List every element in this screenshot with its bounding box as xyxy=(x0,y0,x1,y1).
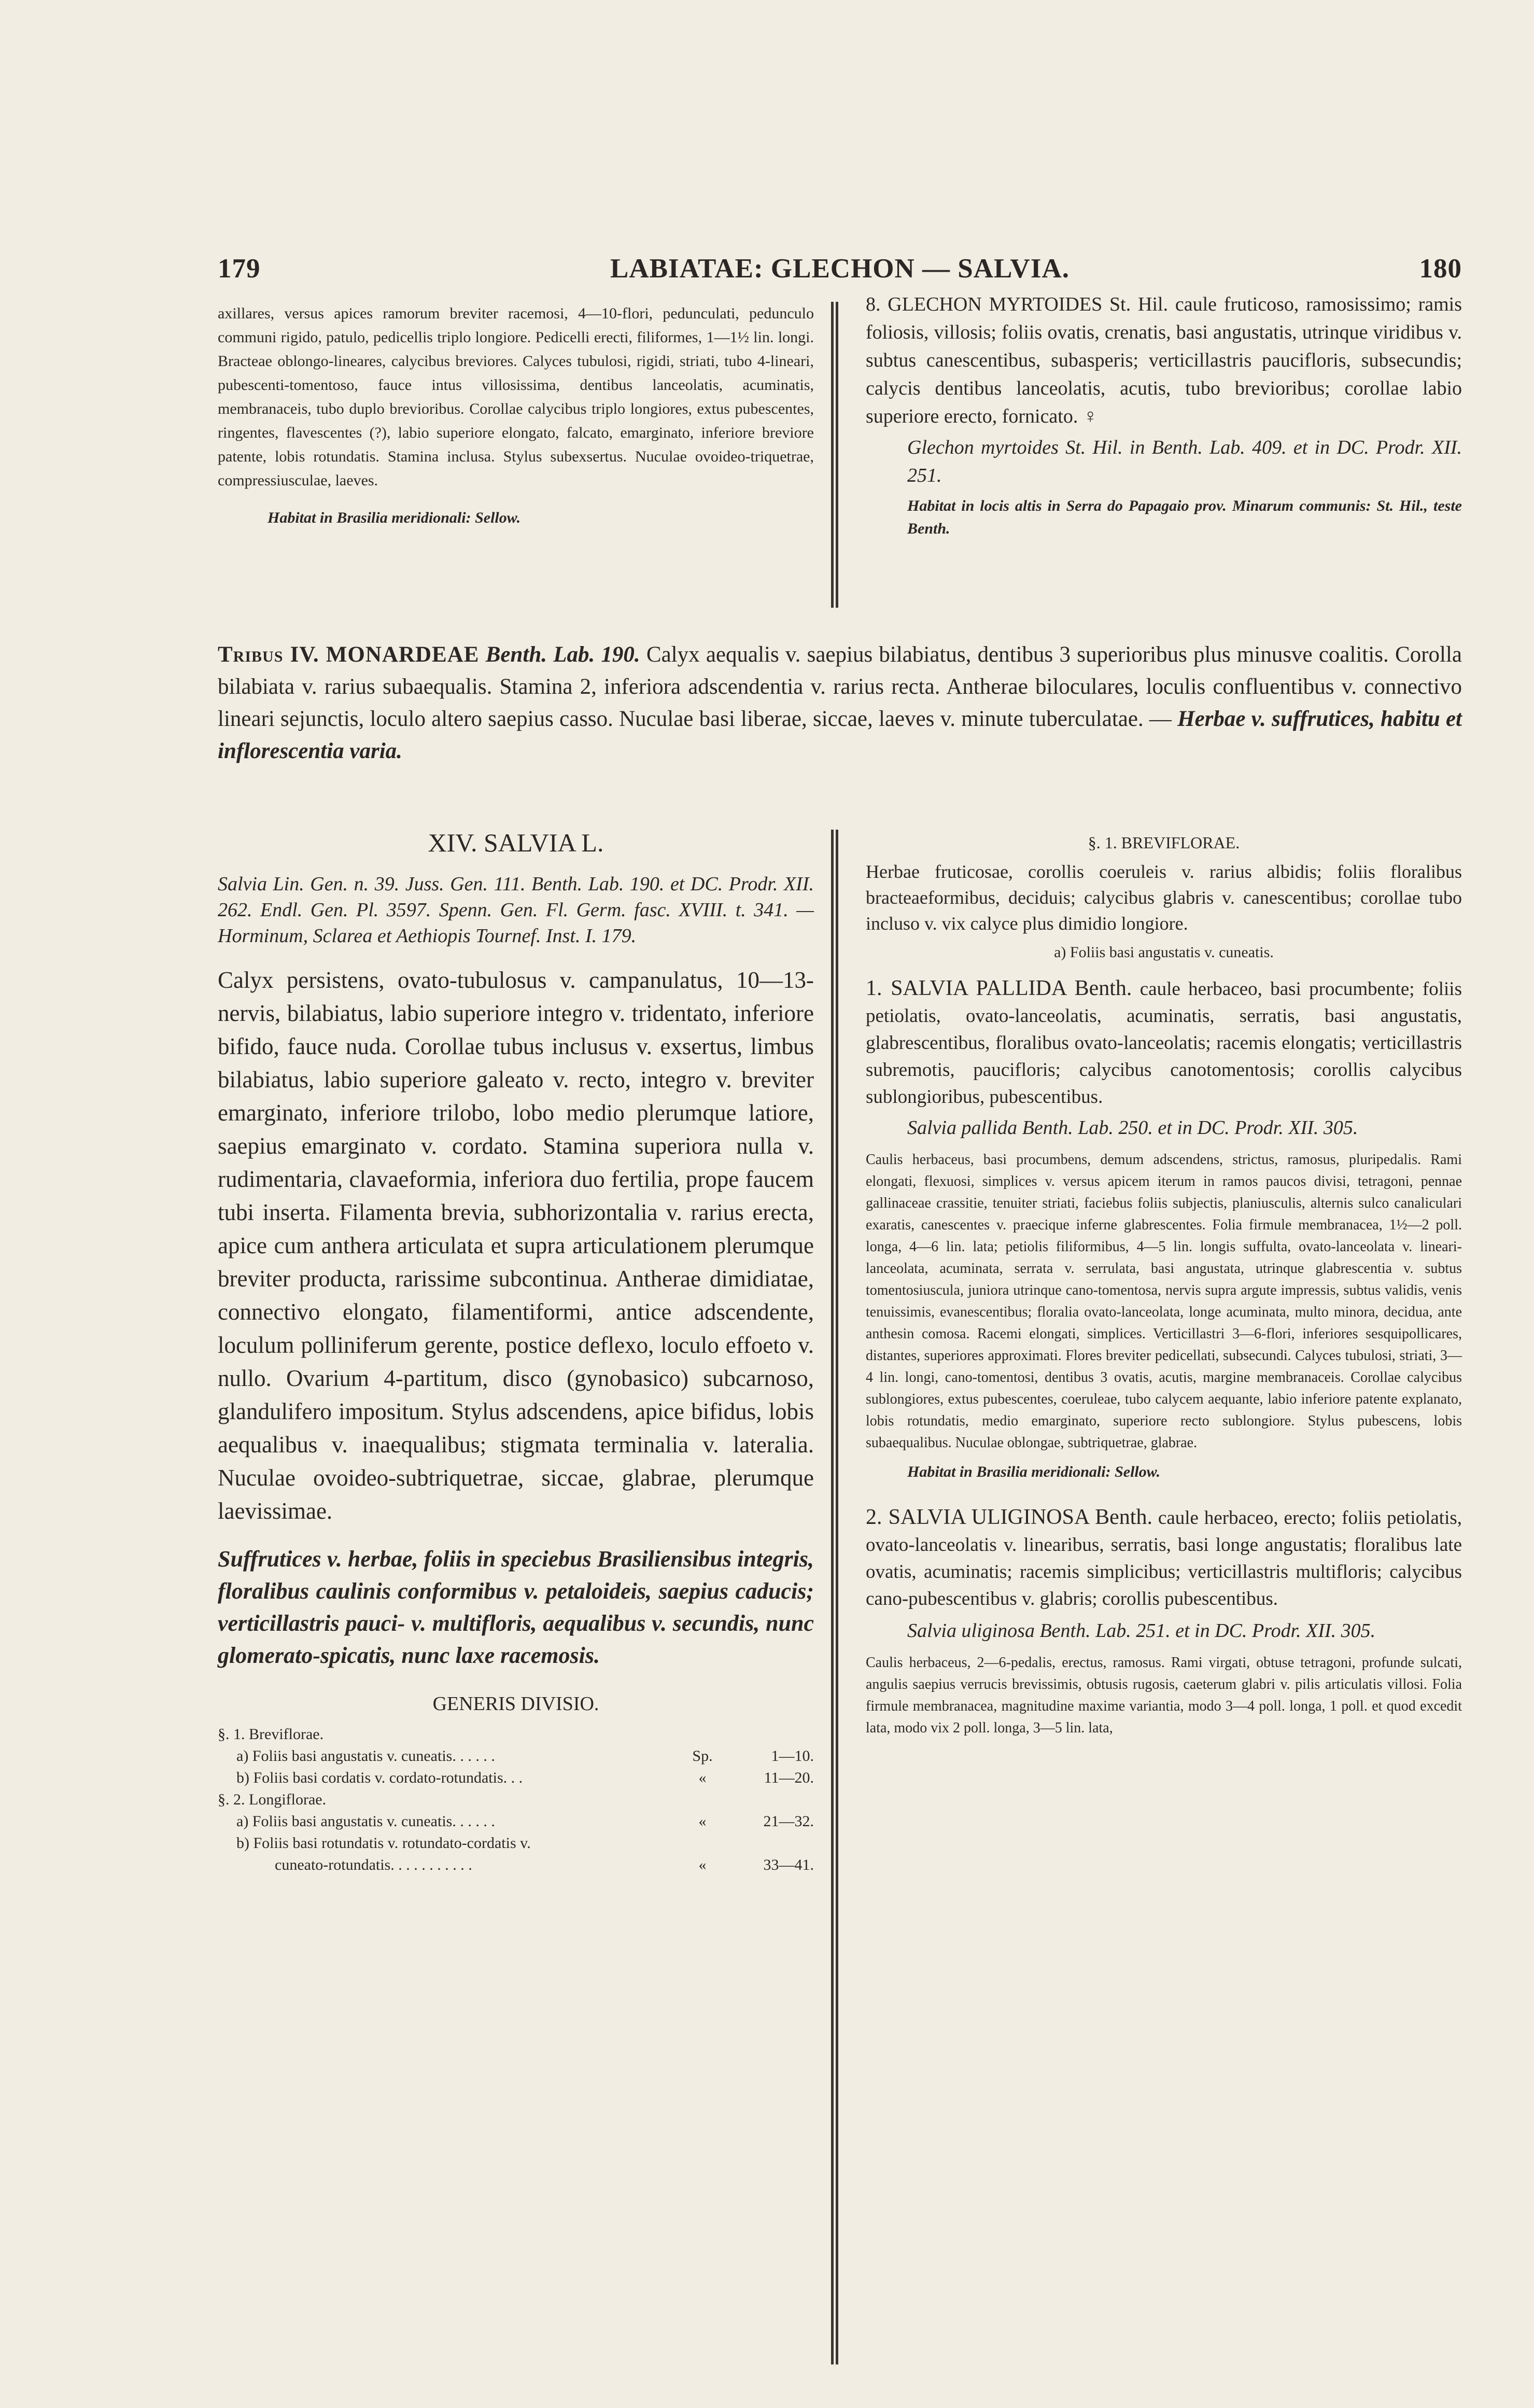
breviflorae-heading: §. 1. BREVIFLORAE. xyxy=(1088,833,1240,852)
citation: Salvia pallida Benth. Lab. 250. et in DC. Prodr. XII. 305. xyxy=(907,1117,1358,1139)
tribus-text: Calyx aequalis v. saepius bilabiatus, dentibus 3 superioribus plus minusve coalitis. Corolla bilabiata v. rarius subaequalis. Stamina 2, inferiora adscendentia v. rarius recta. Antherae biloculares, loculis confluentibus v. connectivo lineari sejunctis, loculo altero saepius casso. Nuculae basi liberae, siccae, laeves v. minute tuberculatae. — xyxy=(218,642,1462,731)
left-top-block xyxy=(218,302,814,527)
tribus-ref: Benth. Lab. 190. xyxy=(485,642,640,667)
page-number-right: 180 xyxy=(1419,254,1462,284)
divisio-row: §. 1. Breviflorae. xyxy=(218,1726,324,1743)
species-heading: 2. SALVIA ULIGINOSA Benth. xyxy=(866,1505,1152,1529)
habitat: Habitat in Brasilia meridionali: Sellow. xyxy=(907,1463,1161,1480)
right-top-block xyxy=(866,290,1462,540)
tribus-tail: Herbae v. suffrutices, habitu et inflorescentia varia. xyxy=(218,707,1462,763)
citation: Salvia uliginosa Benth. Lab. 251. et in DC. Prodr. XII. 305. xyxy=(907,1620,1376,1642)
genus-heading: XIV. SALVIA L. xyxy=(428,828,604,857)
divisio-row: a) Foliis basi angustatis v. cuneatis. . . . . . Sp. 1—10. xyxy=(236,1747,814,1765)
species-diagnosis: caule fruticoso, ramosissimo; ramis foliosis, villosis; foliis ovatis, crenatis, basi angustatis, utrinque viridibus v. subtus canescentibus, subasperis; verticillastris paucifloris, subsecundis; calycis dentibus lanceolatis, acutis, tubo brevioribus; corollae labio superiore erecto, fornicato. ♀ xyxy=(866,293,1462,427)
column-divider-top-2 xyxy=(836,302,838,608)
divisio-heading: GENERIS DIVISIO. xyxy=(432,1693,599,1715)
breviflorae-subheading: a) Foliis basi angustatis v. cuneatis. xyxy=(1054,944,1274,961)
divisio-table xyxy=(218,1724,814,1876)
citation: Glechon myrtoides St. Hil. in Benth. Lab. 409. et in DC. Prodr. XII. 251. xyxy=(907,437,1462,486)
running-header xyxy=(218,253,1462,289)
species-salvia-pallida xyxy=(866,975,1462,1111)
genus-description: Calyx persistens, ovato-tubulosus v. campanulatus, 10—13-nervis, bilabiatus, labio superiore integro v. tridentato, inferiore bifido, fauce nuda. Corollae tubus inclusus v. exsertus, limbus bilabiatus, labio superiore galeato v. recto, integro v. breviter emarginato, inferiore trilobo, lobo medio plerumque latiore, saepius emarginato v. cordato. Stamina superiora nulla v. rudimentaria, clavaeformia, inferiora duo fertilia, prope faucem tubi inserta. Filamenta brevia, subhorizontalia v. rarius erecta, apice cum anthera articulata et supra articulationem plerumque breviter producta, rarissime subcontinua. Antherae dimidiatae, connectivo elongato, filamentiformi, antice adscendente, loculum polliniferum gerente, postice deflexo, loculo effoeto v. nullo. Ovarium 4-partitum, disco (gynobasico) subcarnoso, glandulifero impositum. Stylus adscendens, apice bifidus, lobis aequalibus v. inaequalibus; stigmata terminalia v. lateralia. Nuculae ovoideo-subtriquetrae, siccae, glabrae, plerumque laevissimae. xyxy=(218,967,814,1524)
genus-synonymy: Salvia Lin. Gen. n. 39. Juss. Gen. 111. Benth. Lab. 190. et DC. Prodr. XII. 262. Endl. Gen. Pl. 3597. Spenn. Gen. Fl. Germ. fasc. XVIII. t. 341. — Horminum, Sclarea et Aethiopis Tournef. Inst. I. 179. xyxy=(218,873,814,947)
genus-habit: Suffrutices v. herbae, foliis in speciebus Brasiliensibus integris, floralibus caulinis conformibus v. petaloideis, saepius caducis; verticillastris pauci- v. multifloris, aequalibus v. secundis, nunc glomerato-spicatis, nunc laxe racemosis. xyxy=(218,1546,814,1668)
species-diagnosis: caule herbaceo, erecto; foliis petiolatis, ovato-lanceolatis v. linearibus, serratis, basi longe angustatis; floralibus late ovatis, acuminatis; racemis simplicibus; verticillastris multifloris; calycibus cano-pubescentibus v. glabris; corollis pubescentibus. xyxy=(866,1507,1462,1609)
tribus-block xyxy=(218,639,1462,767)
running-title: LABIATAE: GLECHON — SALVIA. xyxy=(610,254,1069,284)
tribus-lead: Tribus IV. MONARDEAE xyxy=(218,642,480,667)
species-heading: 8. GLECHON MYRTOIDES St. Hil. xyxy=(866,293,1169,315)
species-description: Caulis herbaceus, 2—6-pedalis, erectus, ramosus. Rami virgati, obtuse tetragoni, profunde sulcati, angulis saepius verrucis brevissimis, obtusis rugosis, caeterum glabri v. pilis articulatis villosi. Folia firmule membranacea, magnitudine maxime variantia, modo 3—4 poll. longa, 1 poll. et quod excedit lata, modo vix 2 poll. longa, 3—5 lin. lata, xyxy=(866,1655,1462,1736)
divisio-row: §. 2. Longiflorae. xyxy=(218,1791,327,1808)
left-lower-column xyxy=(218,824,814,1876)
species-diagnosis: caule herbaceo, basi procumbente; foliis petiolatis, ovato-lanceolatis, acuminatis, serratis, basi angustatis, glabrescentibus, floralibus ovato-lanceolatis; racemis elongatis; verticillastris subremotis, paucifloris; calycibus canotomentosis; corollis calycibus sublongioribus, pubescentibus. xyxy=(866,978,1462,1108)
species-salvia-uliginosa xyxy=(866,1504,1462,1613)
column-divider-bottom xyxy=(831,830,834,2364)
page-number-left: 179 xyxy=(218,254,261,284)
species-heading: 1. SALVIA PALLIDA Benth. xyxy=(866,976,1132,1000)
habitat-glechon-7: Habitat in Brasilia meridionali: Sellow. xyxy=(268,509,521,526)
tribus-paragraph xyxy=(218,639,1462,767)
right-lower-column xyxy=(866,830,1462,1739)
continued-description: axillares, versus apices ramorum breviter racemosi, 4—10-flori, pedunculati, pedunculo communi rigido, patulo, pedicellis triplo longiore. Pedicelli erecti, filiformes, 1—1½ lin. longi. Bracteae oblongo-lineares, calycibus breviores. Calyces tubulosi, rigidi, striati, tubo 4-lineari, pubescenti-tomentoso, fauce intus villosissima, dentibus lanceolatis, acuminatis, membranaceis, tubo duplo brevioribus. Corollae calycibus triplo longiores, extus pubescentes, ringentes, flavescentes (?), labio superiore elongato, falcato, emarginato, inferiore breviore patente, lobis rotundatis. Stamina inclusa. Stylus subexsertus. Nuculae ovoideo-triquetrae, compressiusculae, laeves. xyxy=(218,305,814,489)
divisio-row: b) Foliis basi rotundatis v. rotundato-cordatis v. xyxy=(236,1835,531,1852)
breviflorae-text: Herbae fruticosae, corollis coeruleis v. rarius albidis; foliis floralibus bracteaeformibus, deciduis; calycibus glabris v. canescentibus; corollae tubo incluso v. vix calyce plus dimidio longiore. xyxy=(866,861,1462,934)
divisio-row: cuneato-rotundatis. . . . . . . . . . . « 33—41. xyxy=(275,1856,814,1873)
divisio-row: a) Foliis basi angustatis v. cuneatis. . . . . . « 21—32. xyxy=(236,1813,814,1830)
divisio-row: b) Foliis basi cordatis v. cordato-rotundatis. . . « 11—20. xyxy=(236,1769,814,1786)
species-description: Caulis herbaceus, basi procumbens, demum adscendens, strictus, ramosus, pluripedalis. Rami elongati, flexuosi, simplices v. versus apicem iterum in ramos paucos divisi, tetragoni, pennae gallinaceae crassitie, tenuiter striati, faciebus foliis subjectis, planiusculis, alternis sulco canaliculari exaratis, canescentes v. praecique inferne glabrescentes. Folia firmule membranacea, 1½—2 poll. longa, 4—6 lin. lata; petiolis filiformibus, 4—5 lin. longis suffulta, ovato-lanceolata v. lineari-lanceolata, acuminata, serrata v. serrulata, basi angustata, utrinque glabrescentia v. subtus tomentosiuscula, juniora utrinque cano-tomentosa, nervis supra argute impressis, subtus validis, venis tenuissimis, evanescentibus; floralia ovato-lanceolata, longe acuminata, multo minora, decidua, ante anthesin comosa. Racemi elongati, simplices. Verticillastri 3—6-flori, inferiores sesquipollicares, distantes, superiores approximati. Flores breviter pedicellati, subsecundi. Calyces tubulosi, striati, 3—4 lin. longi, cano-tomentosi, dentibus 3 ovatis, acutis, margine membranaceis. Corollae calycibus sublongiores, extus pubescentes, coeruleae, tubo calycem aequante, labio inferiore patente explanato, lobis rotundatis, medio emarginato, superiore recto sublongiore. Stylus pubescens, lobis subaequalibus. Nuculae oblongae, subtriquetrae, glabrae. xyxy=(866,1152,1462,1451)
habitat: Habitat in locis altis in Serra do Papagaio prov. Minarum communis: St. Hil., teste Benth. xyxy=(907,497,1462,537)
species-glechon-myrtoides xyxy=(866,290,1462,430)
column-divider-bottom-2 xyxy=(836,830,838,2364)
column-divider-top xyxy=(831,302,834,608)
